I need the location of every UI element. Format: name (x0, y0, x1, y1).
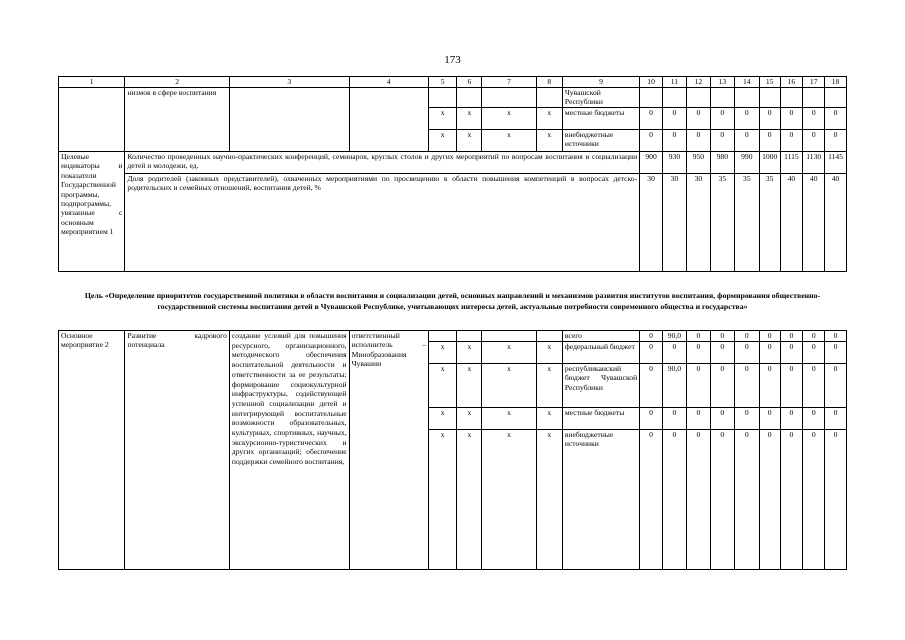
cell-x: x (536, 430, 562, 570)
cell-value: 1145 (825, 152, 847, 174)
cell-x: x (429, 408, 457, 430)
cell-empty (482, 88, 536, 108)
col-num: 13 (710, 77, 734, 88)
cell-value: 0 (780, 408, 803, 430)
cell-source: внебюджетные источники (562, 130, 639, 152)
cell-value: 0 (662, 130, 686, 152)
table-row (59, 88, 847, 108)
cell-empty (349, 88, 428, 152)
cell-indicator-text: Доля родителей (законных представителей), охваченных мероприятиями по просвещению в области повышения компетенций в вопросах детско-родительских и семейных отношений, воспитания детей, % (125, 174, 640, 272)
cell-source: Чувашской Республики (562, 88, 639, 108)
cell-value: 0 (640, 342, 663, 364)
cell-value: 0 (780, 364, 803, 408)
cell-value: 0 (662, 408, 686, 430)
cell-empty (640, 88, 663, 108)
cell-value: 0 (780, 108, 803, 130)
col-num: 17 (803, 77, 825, 88)
cell-value: 0 (640, 130, 663, 152)
col-num: 12 (686, 77, 710, 88)
goal-heading: Цель «Определение приоритетов государственной политики в области воспитания и социализации детей, основных направлений и механизмов развития институтов воспитания, формирования общественно-государственной системы воспитания детей в Чувашской Республике, учитывающих интересы детей, актуальные потребности современного общества и государства» (84, 291, 821, 311)
cell-source: республиканский бюджет Чувашской Республики (562, 364, 639, 408)
column-number-row (59, 77, 847, 88)
col-num: 11 (662, 77, 686, 88)
cell-value: 0 (710, 342, 734, 364)
cell-value: 0 (640, 108, 663, 130)
cell-value: 30 (686, 174, 710, 272)
cell-x: x (536, 108, 562, 130)
cell-value: 980 (710, 152, 734, 174)
cell-x: x (457, 108, 482, 130)
cell-source: всего (562, 331, 639, 342)
col-num: 4 (349, 77, 428, 88)
cell-x (457, 331, 482, 342)
col-num: 1 (59, 77, 125, 88)
cell-value: 30 (640, 174, 663, 272)
cell-x: x (457, 342, 482, 364)
col-num: 5 (429, 77, 457, 88)
cell-empty (59, 88, 125, 152)
cell-x: x (429, 342, 457, 364)
cell-value: 0 (686, 130, 710, 152)
col-num: 7 (482, 77, 536, 88)
cell-empty (457, 88, 482, 108)
cell-value: 0 (640, 408, 663, 430)
cell-x (429, 331, 457, 342)
cell-empty (662, 88, 686, 108)
cell-value: 0 (759, 331, 780, 342)
cell-value: 0 (710, 108, 734, 130)
col-num: 15 (759, 77, 780, 88)
cell-x: x (482, 408, 536, 430)
cell-value: 35 (734, 174, 759, 272)
cell-measure-cont: низмов в сфере воспитания (125, 88, 229, 152)
col-num: 2 (125, 77, 229, 88)
col-num: 14 (734, 77, 759, 88)
cell-value: 0 (662, 108, 686, 130)
cell-x: x (457, 408, 482, 430)
cell-value: 0 (780, 342, 803, 364)
col-num: 8 (536, 77, 562, 88)
cell-measure-name: Развитие кадрового потенциала (125, 331, 229, 570)
cell-value: 0 (803, 408, 825, 430)
cell-value: 35 (759, 174, 780, 272)
cell-value: 0 (825, 108, 847, 130)
cell-x: x (536, 130, 562, 152)
cell-source: местные бюджеты (562, 408, 639, 430)
cell-value: 900 (640, 152, 663, 174)
cell-measure-id: Основное мероприятие 2 (59, 331, 125, 570)
cell-x: x (482, 342, 536, 364)
cell-x: x (536, 408, 562, 430)
cell-value: 0 (803, 364, 825, 408)
cell-value: 40 (803, 174, 825, 272)
cell-value: 990 (734, 152, 759, 174)
cell-value: 950 (686, 152, 710, 174)
cell-value: 1000 (759, 152, 780, 174)
cell-value: 0 (710, 364, 734, 408)
cell-value: 90,0 (662, 331, 686, 342)
col-num: 3 (229, 77, 349, 88)
cell-value: 0 (734, 108, 759, 130)
cell-value: 0 (734, 342, 759, 364)
cell-measure-description: создание условий для повышения ресурсного, организационного, методического обеспечения воспитательной деятельности и ответственности за ее результаты; формирование социокультурной инфраструктуры, содействующей успешной социализации детей и интегрирующей воспитательные возможности образовательных, культурных, спортивных, научных, экскурсионно-туристических и других организаций; обеспечение поддержки семейного воспитания, (229, 331, 349, 570)
cell-source: федеральный бюджет (562, 342, 639, 364)
cell-x: x (429, 130, 457, 152)
cell-x: x (482, 130, 536, 152)
cell-value: 0 (825, 408, 847, 430)
cell-value: 0 (803, 130, 825, 152)
cell-value: 0 (662, 342, 686, 364)
cell-value: 0 (640, 430, 663, 570)
cell-value: 1115 (780, 152, 803, 174)
cell-value: 0 (759, 430, 780, 570)
cell-x: x (457, 130, 482, 152)
cell-x: x (536, 342, 562, 364)
cell-value: 0 (825, 430, 847, 570)
cell-value: 35 (710, 174, 734, 272)
cell-value: 930 (662, 152, 686, 174)
cell-value: 0 (759, 408, 780, 430)
cell-x: x (482, 430, 536, 570)
cell-value: 0 (780, 130, 803, 152)
cell-value: 0 (734, 130, 759, 152)
page-number: 173 (444, 54, 461, 66)
col-num: 9 (562, 77, 639, 88)
cell-x: x (536, 364, 562, 408)
cell-value: 0 (825, 130, 847, 152)
cell-value: 0 (686, 108, 710, 130)
cell-targets-label: Целевые индикаторы и показатели Государственной программы, подпрограммы, увязанные с основным мероприятием 1 (59, 152, 125, 272)
col-num: 10 (640, 77, 663, 88)
table-row (59, 331, 847, 342)
cell-value: 0 (825, 331, 847, 342)
cell-value: 0 (825, 364, 847, 408)
cell-empty (429, 88, 457, 108)
cell-value: 40 (825, 174, 847, 272)
cell-x: x (429, 108, 457, 130)
cell-value: 0 (803, 430, 825, 570)
col-num: 18 (825, 77, 847, 88)
cell-value: 0 (780, 331, 803, 342)
cell-value: 0 (759, 130, 780, 152)
cell-value: 0 (710, 430, 734, 570)
cell-value: 0 (686, 342, 710, 364)
indicator-row (59, 174, 847, 272)
cell-value: 90,0 (662, 364, 686, 408)
cell-value: 30 (662, 174, 686, 272)
cell-value: 0 (803, 108, 825, 130)
cell-empty (710, 88, 734, 108)
program-table-part2 (58, 330, 847, 570)
cell-source: внебюджетные источники (562, 430, 639, 570)
program-table-part1 (58, 76, 847, 272)
cell-value: 0 (686, 430, 710, 570)
cell-empty (734, 88, 759, 108)
cell-value: 0 (759, 342, 780, 364)
cell-x: x (457, 364, 482, 408)
col-num: 16 (780, 77, 803, 88)
cell-value: 0 (759, 108, 780, 130)
cell-indicator-text: Количество проведенных научно-практических конференций, семинаров, круглых столов и других мероприятий по вопросам воспитания и социализации детей и молодежи, ед. (125, 152, 640, 174)
cell-x: x (482, 108, 536, 130)
cell-value: 0 (640, 364, 663, 408)
cell-value: 0 (640, 331, 663, 342)
cell-empty (780, 88, 803, 108)
cell-value: 0 (662, 430, 686, 570)
cell-value: 0 (686, 364, 710, 408)
cell-x: x (482, 364, 536, 408)
cell-x: x (457, 430, 482, 570)
cell-value: 0 (686, 331, 710, 342)
cell-value: 0 (780, 430, 803, 570)
indicator-row (59, 152, 847, 174)
cell-value: 0 (803, 342, 825, 364)
cell-value: 40 (780, 174, 803, 272)
cell-empty (686, 88, 710, 108)
cell-empty (825, 88, 847, 108)
cell-empty (759, 88, 780, 108)
cell-executor: ответственный исполнитель – Минобразования Чувашии (349, 331, 428, 570)
cell-value: 0 (734, 430, 759, 570)
cell-empty (803, 88, 825, 108)
cell-x (536, 331, 562, 342)
cell-value: 1130 (803, 152, 825, 174)
cell-value: 0 (710, 331, 734, 342)
cell-empty (536, 88, 562, 108)
cell-value: 0 (759, 364, 780, 408)
cell-value: 0 (825, 342, 847, 364)
col-num: 6 (457, 77, 482, 88)
cell-value: 0 (710, 130, 734, 152)
cell-source: местные бюджеты (562, 108, 639, 130)
cell-value: 0 (734, 331, 759, 342)
cell-x (482, 331, 536, 342)
cell-value: 0 (803, 331, 825, 342)
cell-value: 0 (710, 408, 734, 430)
cell-x: x (429, 430, 457, 570)
cell-value: 0 (734, 364, 759, 408)
cell-empty (229, 88, 349, 152)
cell-value: 0 (686, 408, 710, 430)
cell-value: 0 (734, 408, 759, 430)
cell-x: x (429, 364, 457, 408)
